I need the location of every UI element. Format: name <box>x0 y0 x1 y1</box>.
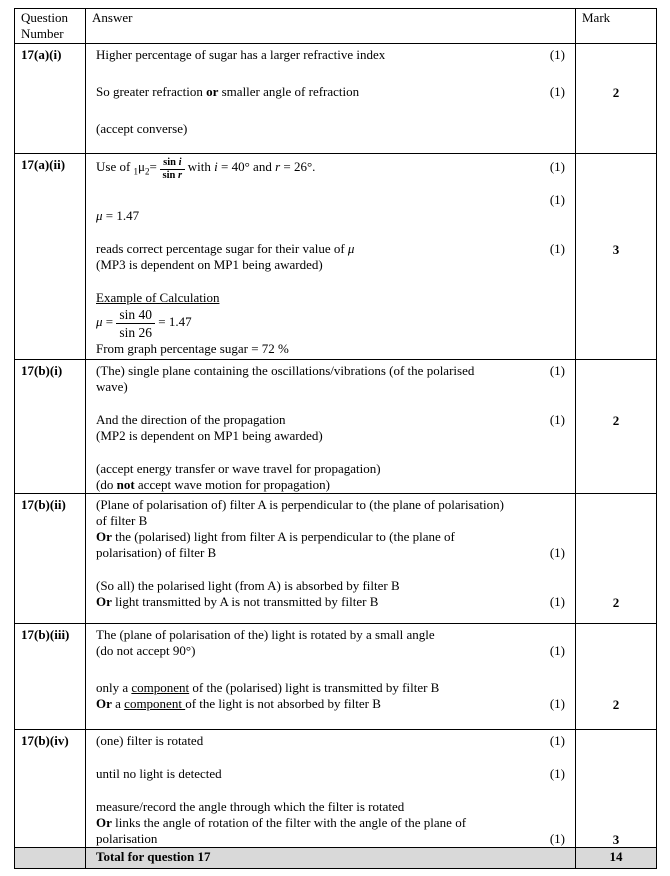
line-spacer <box>96 273 565 290</box>
text-segment: light transmitted by A is not transmitted by filter B <box>111 594 379 609</box>
header-row <box>15 9 657 44</box>
text-segment: = <box>149 159 161 174</box>
table-row <box>15 730 657 848</box>
answer-line-text <box>96 594 544 610</box>
text-segment: = 1.47 <box>155 314 192 329</box>
answer-line-text <box>96 461 565 477</box>
text-segment: (do not accept 90°) <box>96 643 196 658</box>
table-row <box>15 44 657 154</box>
answer-line <box>96 379 565 395</box>
answer-line-text <box>96 627 565 643</box>
line-spacer <box>96 749 565 766</box>
text-segment: Or <box>96 529 112 544</box>
text-segment: of the (polarised) light is transmitted by filter B <box>189 680 440 695</box>
answer-line-text <box>96 208 565 224</box>
text-segment: not <box>116 477 135 492</box>
answer-line <box>96 157 565 182</box>
mark-point-label: (1) <box>549 363 565 378</box>
answer-line <box>96 363 565 379</box>
answer-line-text <box>96 241 544 257</box>
answer-line <box>96 121 565 137</box>
line-spacer <box>96 444 565 461</box>
text-segment: Example of Calculation <box>96 290 220 305</box>
answer-cell <box>86 624 576 730</box>
text-segment: component <box>131 680 190 695</box>
answer-line <box>96 594 565 610</box>
text-segment: μ <box>96 208 103 223</box>
table-row <box>15 624 657 730</box>
answer-line-text <box>96 696 544 712</box>
answer-line-text <box>96 428 565 444</box>
line-spacer <box>96 395 565 412</box>
text-segment: r <box>178 170 183 181</box>
text-segment: a <box>111 696 125 711</box>
answer-line <box>96 428 565 444</box>
answer-line-text <box>96 578 565 594</box>
mark-point-label: (1) <box>549 545 565 560</box>
question-number: 17(b)(i) <box>15 360 86 494</box>
mark-point-label: (1) <box>549 594 565 609</box>
text-segment: (The) single plane containing the oscillations/vibrations (of the polarised <box>96 363 475 378</box>
mark-point-label: (1) <box>549 412 565 427</box>
answer-line-text <box>96 513 565 529</box>
answer-line <box>96 290 565 306</box>
text-segment: smaller angle of refraction <box>218 84 360 99</box>
answer-line-text <box>96 121 565 137</box>
answer-line <box>96 815 565 831</box>
answer-line-text <box>96 545 544 561</box>
text-segment: μ <box>138 159 146 174</box>
answer-line <box>96 513 565 529</box>
mark-cell <box>576 360 657 494</box>
answer-line-text <box>96 477 565 493</box>
mark-value: 2 <box>612 412 620 428</box>
answer-line-text <box>96 306 565 341</box>
text-segment: = 26°. <box>280 159 316 174</box>
text-segment: i <box>214 159 218 174</box>
answer-line <box>96 529 565 545</box>
text-segment: = 40° and <box>217 159 276 174</box>
text-segment: sin <box>163 157 179 168</box>
table-row <box>15 154 657 360</box>
text-segment: i <box>178 157 182 168</box>
answer-line <box>96 47 565 63</box>
text-segment: component <box>124 696 186 711</box>
text-segment: 2 <box>145 166 150 177</box>
mark-value: 2 <box>612 696 620 712</box>
answer-line-text <box>96 157 544 182</box>
text-segment: (accept converse) <box>96 121 188 136</box>
answer-line <box>96 831 565 847</box>
text-segment: Or <box>96 815 112 830</box>
question-number: 17(a)(i) <box>15 44 86 154</box>
text-segment: μ <box>347 241 355 256</box>
text-segment: wave) <box>96 379 128 394</box>
line-spacer <box>96 63 565 84</box>
answer-line-text <box>96 363 544 379</box>
total-mark: 14 <box>576 848 657 869</box>
answer-line-text <box>96 643 544 659</box>
answer-line-text <box>96 257 565 273</box>
text-segment: And the direction of the propagation <box>96 412 286 427</box>
total-label: Total for question 17 <box>86 848 576 869</box>
line-spacer <box>96 659 565 680</box>
fraction-numerator <box>116 306 155 324</box>
answer-line-text <box>96 341 565 357</box>
header-mark: Mark <box>576 9 657 44</box>
answer-line-text <box>96 188 544 204</box>
answer-line-text <box>96 799 565 815</box>
fraction-denominator <box>116 324 155 341</box>
answer-line-text <box>96 84 544 100</box>
answer-line-text <box>96 831 544 847</box>
fraction-numerator <box>160 157 184 170</box>
answer-line <box>96 461 565 477</box>
text-segment: r <box>275 159 281 174</box>
text-segment: sin 40 <box>119 307 153 322</box>
answer-line <box>96 84 565 100</box>
mark-point-label: (1) <box>549 696 565 711</box>
answer-line-text <box>96 529 565 545</box>
answer-line <box>96 241 565 257</box>
mark-cell <box>576 44 657 154</box>
answer-line <box>96 627 565 643</box>
text-segment: Or <box>96 594 112 609</box>
answer-line <box>96 733 565 749</box>
mark-value: 2 <box>612 84 620 100</box>
answer-line <box>96 412 565 428</box>
text-segment: 1 <box>133 166 139 177</box>
text-segment: polarisation <box>96 831 158 846</box>
table-row <box>15 360 657 494</box>
mark-point-label: (1) <box>549 192 565 207</box>
answer-line-text <box>96 733 544 749</box>
text-segment: From graph percentage sugar = 72 % <box>96 341 289 356</box>
text-segment: Use of <box>96 159 134 174</box>
mark-point-label: (1) <box>549 47 565 62</box>
answer-line <box>96 578 565 594</box>
answer-line <box>96 545 565 561</box>
mark-point-label: (1) <box>549 159 565 174</box>
answer-line-text <box>96 497 565 513</box>
answer-line <box>96 643 565 659</box>
text-segment: (accept energy transfer or wave travel for propagation) <box>96 461 381 476</box>
mark-value: 3 <box>612 241 620 257</box>
question-number: 17(b)(ii) <box>15 494 86 624</box>
answer-line-text <box>96 290 565 306</box>
text-segment: (MP2 is dependent on MP1 being awarded) <box>96 428 323 443</box>
mark-point-label: (1) <box>549 241 565 256</box>
answer-line <box>96 477 565 493</box>
line-spacer <box>96 224 565 241</box>
text-segment: links the angle of rotation of the filter with the angle of the plane of <box>111 815 467 830</box>
line-spacer <box>96 100 565 121</box>
answer-line <box>96 208 565 224</box>
text-segment: accept wave motion for propagation) <box>134 477 330 492</box>
answer-line <box>96 341 565 357</box>
text-segment: reads correct percentage sugar for their value of <box>96 241 348 256</box>
answer-line <box>96 257 565 273</box>
text-segment: only a <box>96 680 132 695</box>
text-segment: of the light is not absorbed by filter B <box>185 696 381 711</box>
mark-point-label: (1) <box>549 831 565 846</box>
answer-line <box>96 799 565 815</box>
text-segment: measure/record the angle through which the filter is rotated <box>96 799 405 814</box>
mark-cell <box>576 494 657 624</box>
answer-line-text <box>96 815 565 831</box>
answer-line <box>96 497 565 513</box>
mark-point-label: (1) <box>549 766 565 781</box>
text-segment: or <box>206 84 219 99</box>
text-segment: = 1.47 <box>102 208 140 223</box>
answer-line-text <box>96 766 544 782</box>
answer-line <box>96 306 565 341</box>
table-row <box>15 494 657 624</box>
text-segment: (MP3 is dependent on MP1 being awarded) <box>96 257 323 272</box>
line-spacer <box>96 782 565 799</box>
answer-line <box>96 696 565 712</box>
total-row-blank <box>15 848 86 869</box>
mark-point-label: (1) <box>549 733 565 748</box>
mark-scheme-table <box>14 8 657 869</box>
text-segment: the (polarised) light from filter A is perpendicular to (the plane of <box>111 529 455 544</box>
mark-point-label: (1) <box>549 84 565 99</box>
mark-cell <box>576 730 657 848</box>
mark-value: 2 <box>612 594 620 610</box>
line-spacer <box>96 561 565 578</box>
text-segment: Higher percentage of sugar has a larger refractive index <box>96 47 386 62</box>
text-segment: The (plane of polarisation of the) light is rotated by a small angle <box>96 627 435 642</box>
answer-cell <box>86 44 576 154</box>
header-answer: Answer <box>86 9 576 44</box>
text-segment: μ <box>96 314 103 329</box>
text-segment: until no light is detected <box>96 766 222 781</box>
answer-line-text <box>96 680 565 696</box>
text-segment: polarisation) of filter B <box>96 545 217 560</box>
answer-line <box>96 680 565 696</box>
fraction-denominator <box>160 170 184 182</box>
text-segment: Or <box>96 696 112 711</box>
mark-value: 3 <box>612 831 620 847</box>
total-row <box>15 848 657 869</box>
text-segment: sin <box>162 170 178 181</box>
header-question-number: Question Number <box>15 9 86 44</box>
answer-line-text <box>96 379 565 395</box>
answer-cell <box>86 494 576 624</box>
text-segment: (one) filter is rotated <box>96 733 204 748</box>
answer-cell <box>86 360 576 494</box>
mark-point-label: (1) <box>549 643 565 658</box>
question-number: 17(b)(iii) <box>15 624 86 730</box>
fraction <box>160 157 184 182</box>
mark-cell <box>576 624 657 730</box>
text-segment: (So all) the polarised light (from A) is absorbed by filter B <box>96 578 400 593</box>
text-segment: So greater refraction <box>96 84 207 99</box>
text-segment: of filter B <box>96 513 148 528</box>
fraction <box>116 306 155 341</box>
text-segment: (Plane of polarisation of) filter A is perpendicular to (the plane of polarisation) <box>96 497 504 512</box>
answer-line-text <box>96 412 544 428</box>
text-segment: sin 26 <box>119 325 153 340</box>
text-segment: with <box>184 159 215 174</box>
mark-cell <box>576 154 657 360</box>
question-number: 17(b)(iv) <box>15 730 86 848</box>
answer-line-text <box>96 47 544 63</box>
question-number: 17(a)(ii) <box>15 154 86 360</box>
text-segment: = <box>102 314 117 329</box>
answer-line <box>96 766 565 782</box>
answer-cell <box>86 730 576 848</box>
answer-line <box>96 188 565 208</box>
text-segment: (do <box>96 477 117 492</box>
answer-cell <box>86 154 576 360</box>
